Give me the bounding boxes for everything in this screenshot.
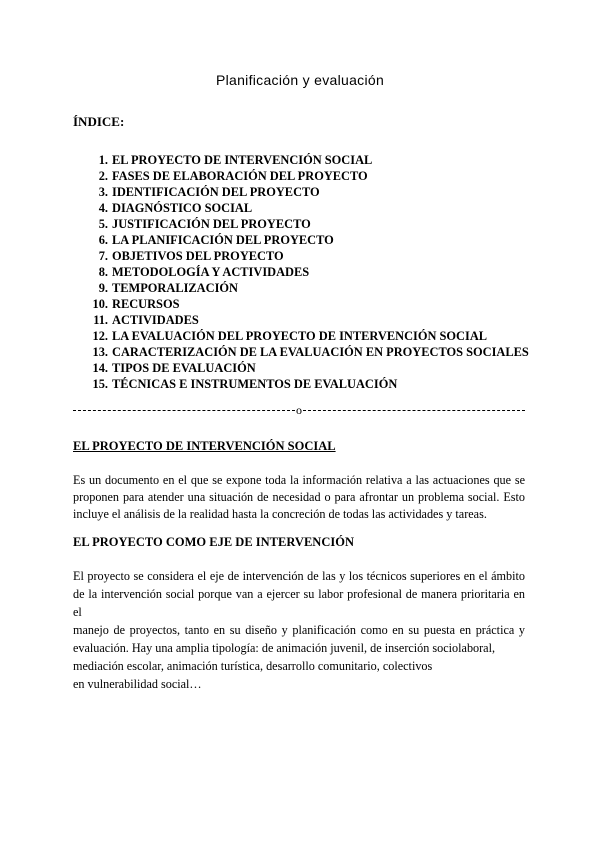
toc-item: 5. JUSTIFICACIÓN DEL PROYECTO: [98, 217, 311, 231]
toc-item: 13. CARACTERIZACIÓN DE LA EVALUACIÓN EN PROYECTOS SOCIALES: [92, 345, 529, 359]
section-heading-intervention: EL PROYECTO DE INTERVENCIÓN SOCIAL: [73, 439, 336, 453]
divider-line: [73, 410, 295, 411]
divider-mark: o: [296, 403, 302, 417]
page-title: Planificación y evaluación: [215, 72, 385, 88]
paragraph-line: manejo de proyectos, tanto en su diseño y planificación como en su puesta en práctica y: [73, 623, 525, 637]
toc-item: 10. RECURSOS: [92, 297, 180, 311]
section-paragraph: Es un documento en el que se expone toda la información relativa a las actuaciones que se proponen para atender una situación de necesidad o para afrontar un problema social. Esto incluye el análisis de la realidad hasta la concreción de todas las actividades y tareas.: [73, 473, 525, 521]
paragraph-line: evaluación. Hay una amplia tipología: de animación juvenil, de inserción sociolaboral,: [73, 641, 496, 655]
section-divider: [73, 405, 525, 415]
toc-item: 12. LA EVALUACIÓN DEL PROYECTO DE INTERVENCIÓN SOCIAL: [92, 329, 488, 343]
toc-item: 1. EL PROYECTO DE INTERVENCIÓN SOCIAL: [98, 153, 373, 167]
toc-item: 15. TÉCNICAS E INSTRUMENTOS DE EVALUACIÓN: [92, 377, 398, 391]
toc-item: 8. METODOLOGÍA Y ACTIVIDADES: [98, 265, 310, 279]
toc-item: 11. ACTIVIDADES: [93, 313, 199, 327]
paragraph-line: en vulnerabilidad social…: [73, 677, 202, 691]
paragraph-line: de la intervención social porque van a ejercer su labor profesional de manera prioritaria en el: [73, 587, 525, 619]
paragraph-line: mediación escolar, animación turística, desarrollo comunitario, colectivos: [73, 659, 433, 673]
toc-item: 4. DIAGNÓSTICO SOCIAL: [98, 201, 253, 215]
toc-item: 6. LA PLANIFICACIÓN DEL PROYECTO: [98, 233, 334, 247]
section-heading-axis: EL PROYECTO COMO EJE DE INTERVENCIÓN: [73, 535, 354, 549]
toc-item: 2. FASES DE ELABORACIÓN DEL PROYECTO: [98, 169, 368, 183]
toc-item: 9. TEMPORALIZACIÓN: [98, 281, 238, 295]
toc-item: 3. IDENTIFICACIÓN DEL PROYECTO: [98, 185, 320, 199]
toc-item: 14. TIPOS DE EVALUACIÓN: [92, 361, 256, 375]
divider-line: [303, 410, 525, 411]
section-paragraph: [73, 567, 525, 693]
paragraph-line: El proyecto se considera el eje de intervención de las y los técnicos superiores en el ámbito: [73, 569, 525, 583]
toc-item: 7. OBJETIVOS DEL PROYECTO: [98, 249, 284, 263]
table-of-contents: [88, 152, 529, 392]
index-heading: ÍNDICE:: [73, 114, 125, 129]
